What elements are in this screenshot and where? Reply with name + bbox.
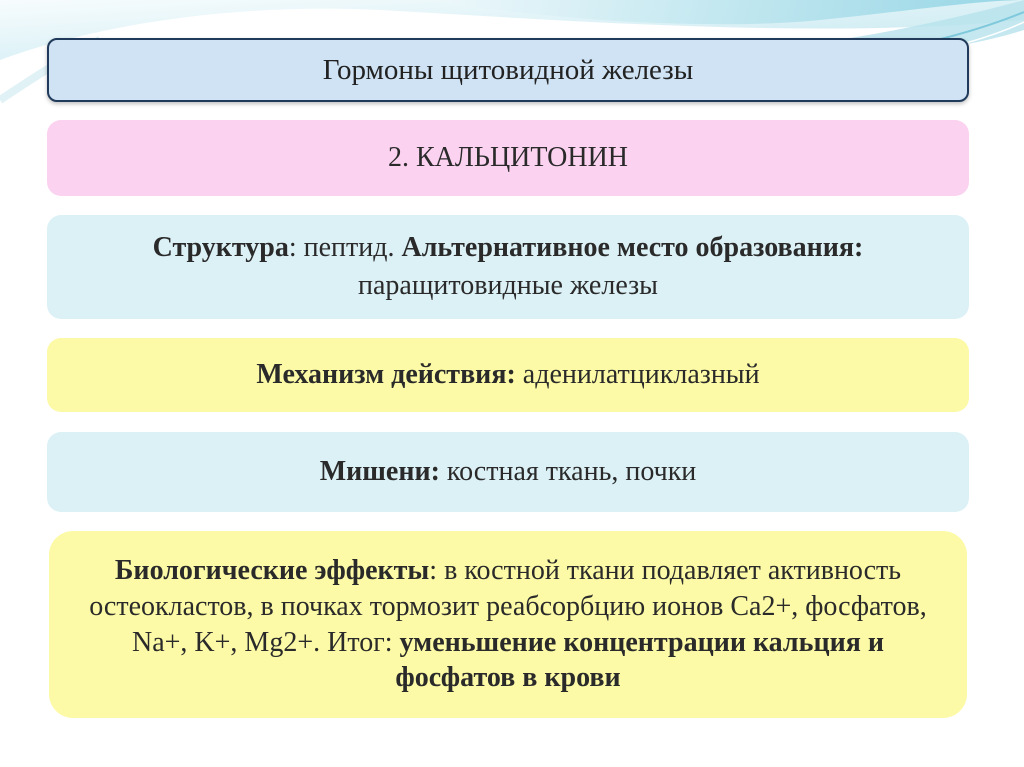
targets-text xyxy=(320,456,697,488)
mechanism-text xyxy=(256,359,759,391)
structure-value: : пептид. xyxy=(288,232,402,264)
effects-label: Биологические эффекты xyxy=(114,555,430,587)
hormone-name: 2. КАЛЬЦИТОНИН xyxy=(387,142,629,173)
targets-value: костная ткань, почки xyxy=(439,456,697,487)
alt-place-label: Альтернативное место образования: xyxy=(401,232,864,264)
effects-text xyxy=(69,553,947,695)
alt-place-value: паращитовидные железы xyxy=(358,270,658,301)
structure-label: Структура xyxy=(152,232,289,264)
structure-box xyxy=(47,215,969,319)
mechanism-label: Механизм действия: xyxy=(256,359,516,390)
page-title: Гормоны щитовидной железы xyxy=(322,53,694,86)
effects-value: : в костной ткани подавляет активность остеокластов, в почках тормозит реабсорбцию ионов Ca2+, фосфатов, Na+, K+, Mg2+. Итог: xyxy=(89,555,927,658)
hormone-name-box xyxy=(47,120,969,196)
targets-box xyxy=(47,432,969,512)
targets-label: Мишени: xyxy=(319,456,440,487)
effects-result: уменьшение концентрации кальция и фосфатов в крови xyxy=(395,626,884,694)
title-box xyxy=(47,38,969,102)
structure-text xyxy=(67,229,949,305)
effects-box xyxy=(49,531,967,718)
mechanism-value: аденилатциклазный xyxy=(515,359,760,390)
mechanism-box xyxy=(47,338,969,412)
